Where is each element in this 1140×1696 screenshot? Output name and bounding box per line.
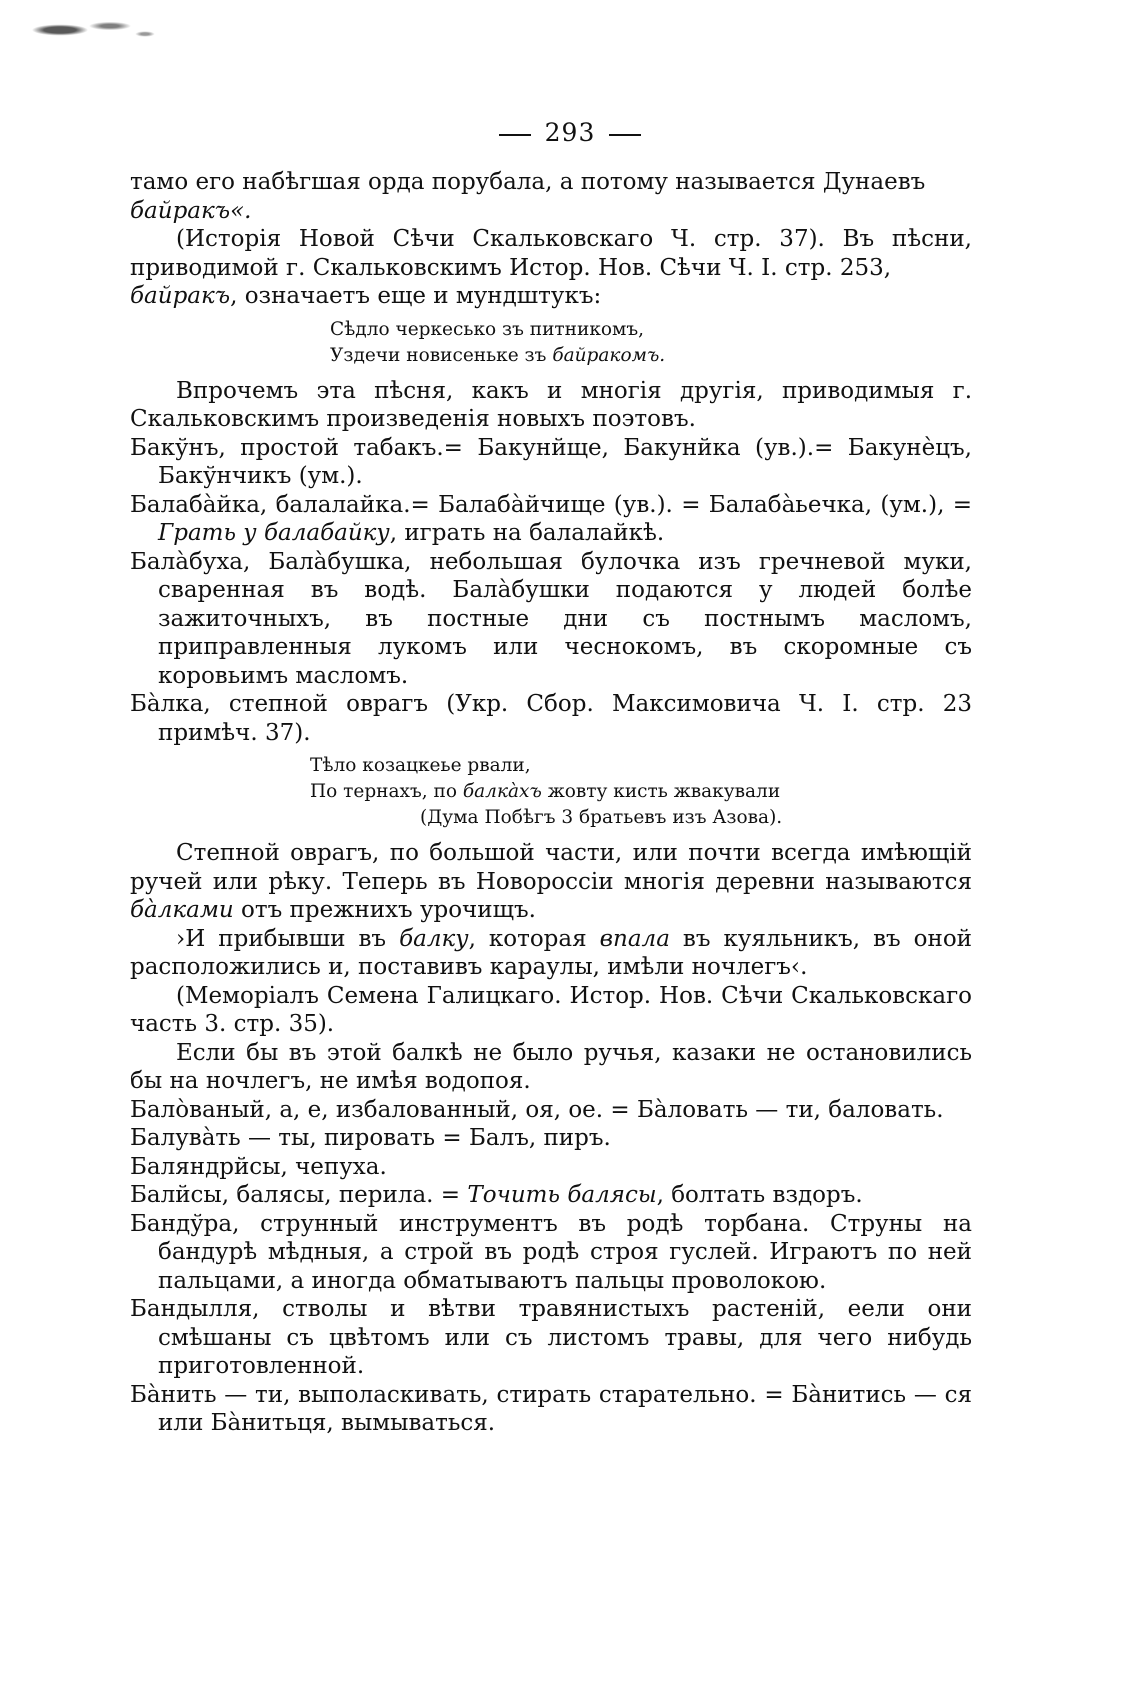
page-body [130,168,972,1438]
text-span: жовту кисть жвакували [541,781,781,802]
text-span: Степной оврагъ, по большой части, или почти всегда имѣющій ручей или рѣку. Теперь въ Новороссіи многія деревни называются [130,840,972,895]
verse-line: Тѣло козацкеье рвали, [310,755,531,776]
italic-word: бàлками [130,897,234,923]
dictionary-entry: Балувàть — ты, пировать = Балъ, пиръ. [130,1125,611,1151]
text-span: , означаетъ еще и мундштукъ: [230,283,602,309]
page-number-text: 293 [544,118,596,147]
dictionary-entry: Баляндрйсы, чепуха. [130,1153,387,1180]
text-line [130,282,972,311]
dictionary-entry: Балòваный, а, е, избалованный, оя, ое. = Бàловать — ти, баловать. [130,1096,944,1123]
text-span: Уздечи новисеньке зъ [330,344,553,366]
text-line [130,197,972,226]
italic-word: байракъ«. [130,197,252,224]
dictionary-entry [130,491,972,548]
text-span: , играть на балалайкѣ. [389,520,665,546]
verse-block [330,317,972,369]
dictionary-entry: Бакўнъ, простой табакъ.= Бакунйще, Бакунйка (ув.).= Бакунѐцъ, Бакўнчикъ (ум.). [130,434,972,489]
page-corner-smudge [30,12,160,44]
dictionary-entry: Балàбуха, Балàбушка, небольшая булочка изъ гречневой муки, сваренная въ водѣ. Балàбушки подаются у людей болѣе зажиточныхъ, въ постные дни съ постнымъ масломъ, приправленныя лукомъ или чеснокомъ, въ скоромные съ коровьимъ масломъ. [130,548,972,689]
verse-line [330,343,972,369]
text-line: тамо его набѣгшая орда порубала, а потому называется Дунаевъ [130,169,926,195]
dictionary-entry: Бандылля, стволы и вѣтви травянистыхъ растеній, еели они смѣшаны съ цвѣтомъ или съ листомъ травы, для чего нибудь приготовленной. [130,1296,972,1379]
italic-phrase: Точить балясы [467,1182,657,1208]
verse-line: Сѣдло черкесько зъ питникомъ, [330,318,645,340]
italic-word: балку [399,925,469,952]
text-span: ›И прибывши въ [176,925,400,952]
text-span: Балабàйка, балалайка.= Балабàйчище (ув.). = Балабàьечка, (ум.), = [130,491,972,518]
dictionary-entry: Бàнить — ти, выполаскивать, стирать старательно. = Бàнитись — ся или Бàнитьця, вымываться. [130,1381,972,1436]
text-span: , болтать вздоръ. [656,1182,863,1208]
verse-line [310,779,972,805]
italic-word: впала [599,925,670,952]
text-span: Балйсы, балясы, перила. = [130,1182,468,1208]
dash-right [609,134,641,136]
paragraph [130,839,972,925]
paragraph [130,925,972,982]
italic-phrase: Грать у балабайку [158,520,390,546]
dictionary-entry: Бандўра, струнный инструментъ въ родѣ торбана. Струны на бандурѣ мѣдныя, а строй въ родѣ строя гуслей. Играютъ по ней пальцами, а иногда обматываютъ пальцы проволокою. [130,1210,972,1294]
text-span: въ куяльникъ, въ оной расположились и, поставивъ караулы, имѣли ночлегъ‹. [130,925,973,980]
verse-source: (Дума Побѣгъ 3 братьевъ изъ Азова). [420,807,783,828]
italic-word: байракомъ. [552,344,666,366]
dictionary-entry [130,1181,972,1210]
paragraph: Впрочемъ эта пѣсня, какъ и многія другія, приводимыя г. Скальковскимъ произведенія новыхъ поэтовъ. [130,377,972,432]
paragraph: Если бы въ этой балкѣ не было ручья, казаки не остановились бы на ночлегъ, не имѣя водопоя. [130,1039,972,1094]
italic-word: балкàхъ [462,781,542,802]
verse-block [310,753,972,831]
paragraph: (Исторія Новой Сѣчи Скальковскаго Ч. стр. 37). Въ пѣсни, приводимой г. Скальковскимъ Истор. Нов. Сѣчи Ч. І. стр. 253, [130,226,972,281]
text-span: По тернахъ, по [310,781,463,802]
dictionary-entry: Бàлка, степной оврагъ (Укр. Сбор. Максимовича Ч. І. стр. 23 примѣч. 37). [130,691,972,746]
paragraph: (Меморіалъ Семена Галицкаго. Истор. Нов. Сѣчи Скальковскаго часть 3. стр. 35). [130,982,972,1037]
dash-left [499,134,531,136]
italic-word: байракъ [130,283,231,309]
text-span: , которая [468,925,600,952]
text-span: отъ прежнихъ урочищъ. [233,897,536,923]
page-number [0,118,1140,147]
